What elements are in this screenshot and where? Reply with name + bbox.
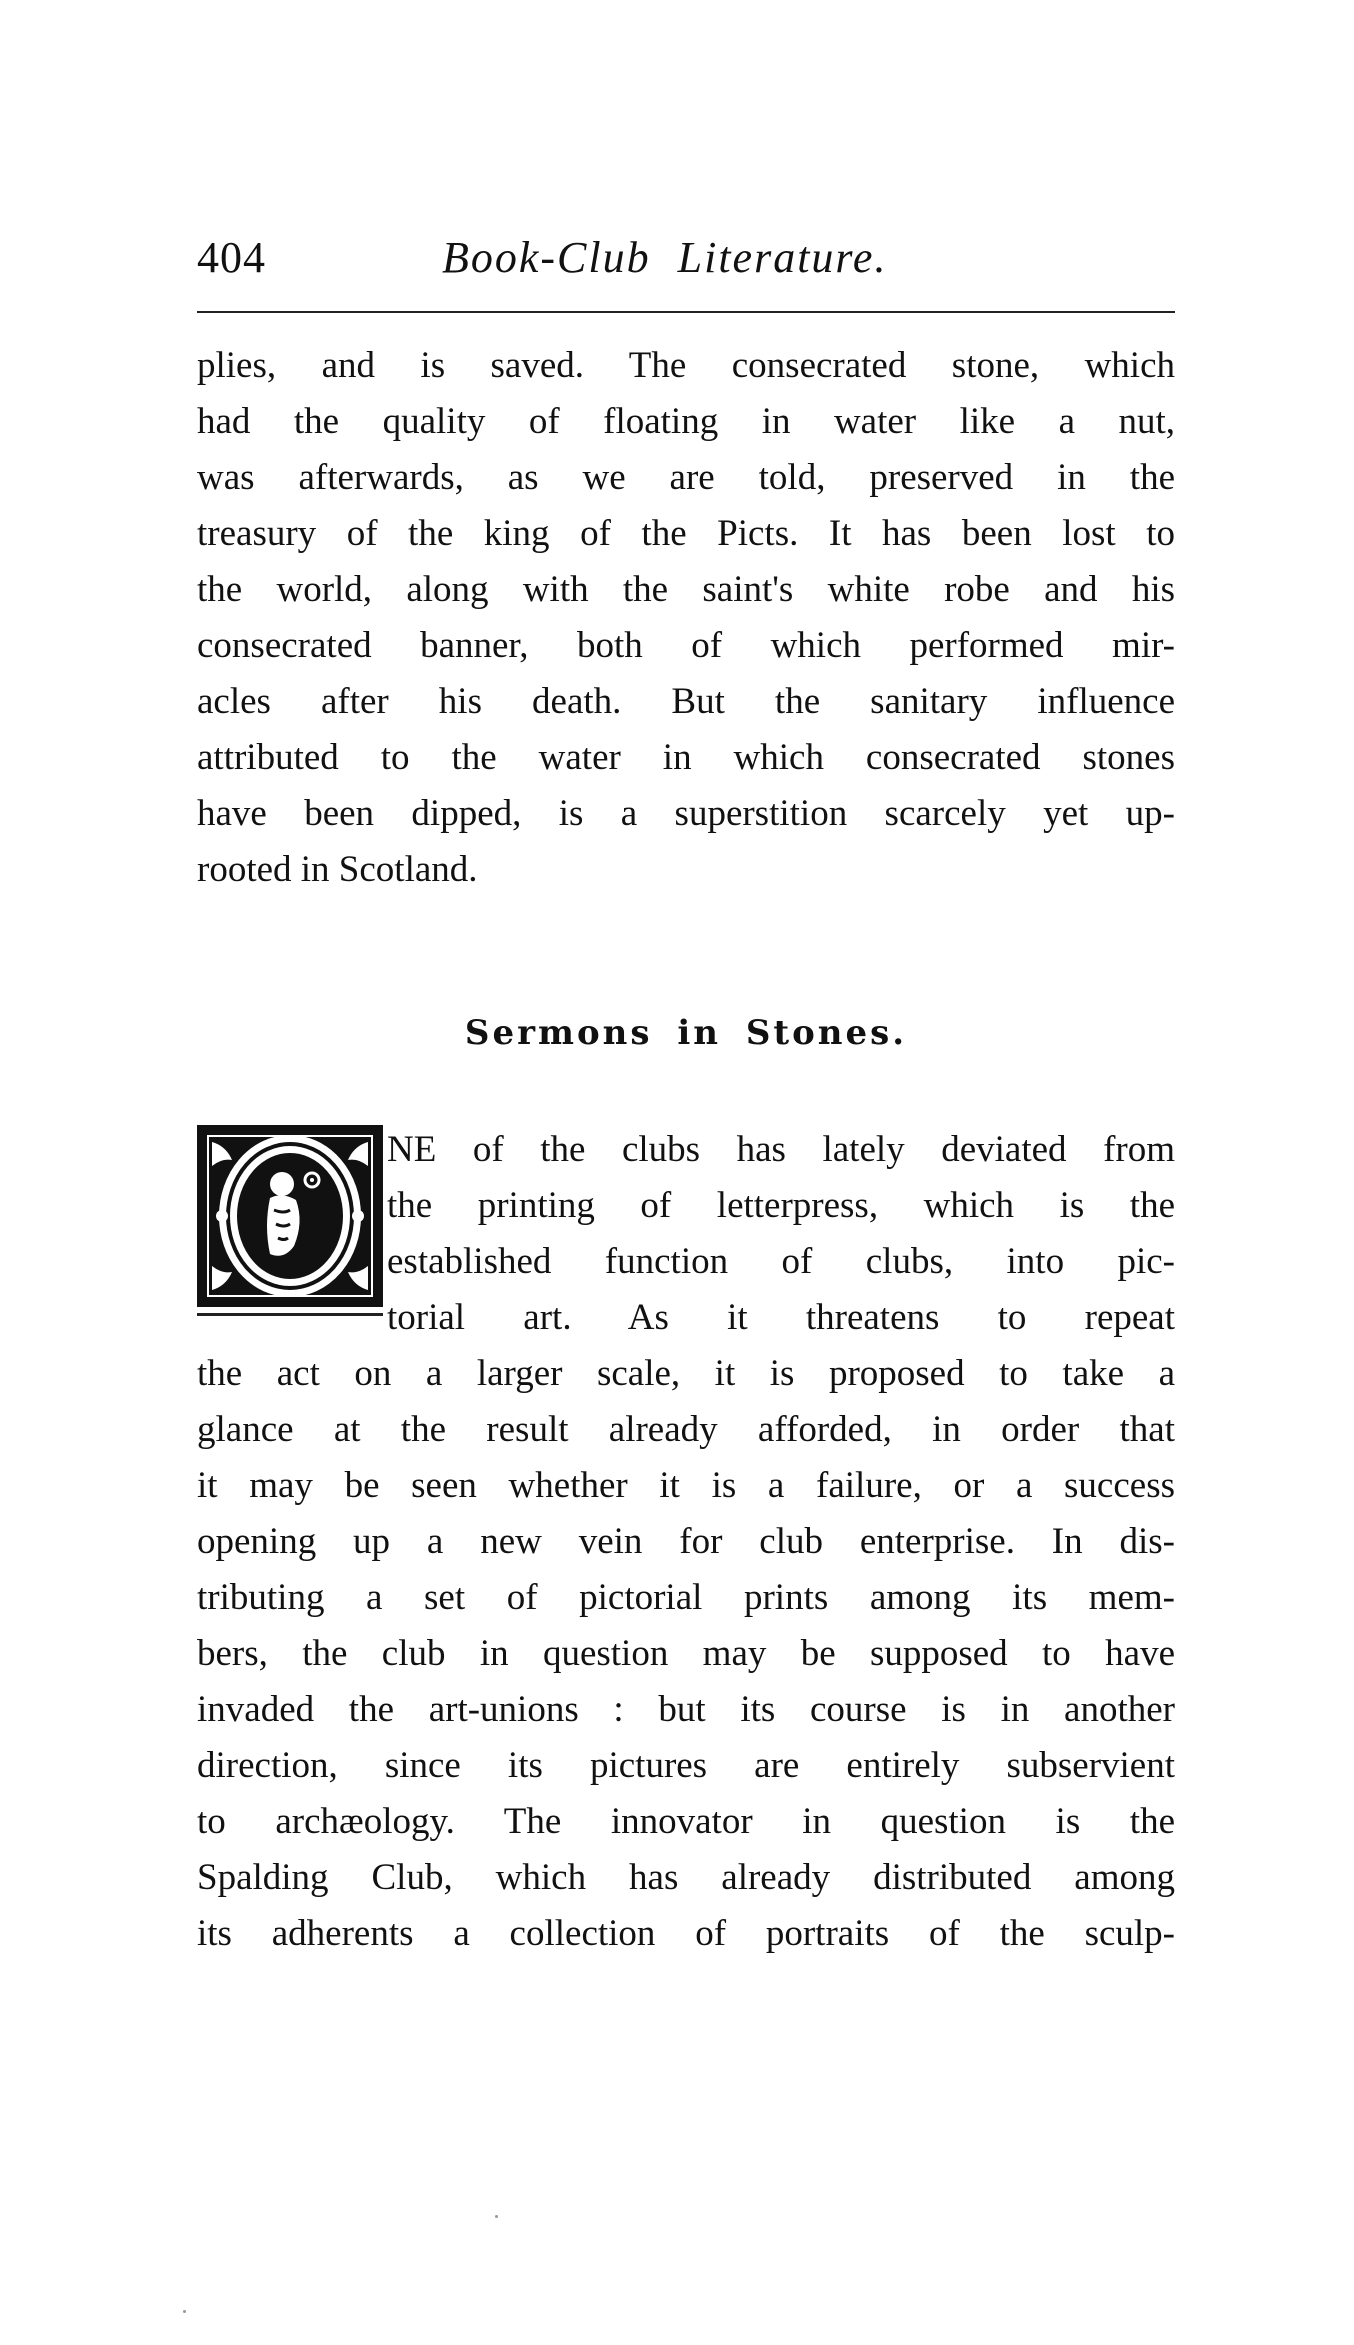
paragraph-sermons-in-stones <box>197 1346 1175 1962</box>
paper-speck <box>183 2310 186 2313</box>
text-line: treasury of the king of the Picts. It has been lost to <box>197 513 1175 554</box>
paragraph-saint-stone <box>197 338 1175 898</box>
text-line: Spalding Club, which has already distributed among <box>197 1857 1175 1898</box>
section-heading: Sermons in Stones. <box>464 1013 908 1053</box>
text-line: plies, and is saved. The consecrated stone, which <box>197 345 1175 386</box>
text-line: acles after his death. But the sanitary influence <box>197 681 1175 722</box>
text-line: direction, since its pictures are entirely subservient <box>197 1745 1175 1786</box>
text-line: tributing a set of pictorial prints among its mem- <box>197 1577 1175 1618</box>
decorated-initial-rule <box>197 1313 383 1316</box>
text-line: have been dipped, is a superstition scarcely yet up- <box>197 793 1175 834</box>
text-line: glance at the result already afforded, in order that <box>197 1409 1175 1450</box>
text-line: attributed to the water in which consecrated stones <box>197 737 1175 778</box>
text-line: consecrated banner, both of which performed mir- <box>197 625 1175 666</box>
text-line: it may be seen whether it is a failure, or a success <box>197 1465 1175 1506</box>
running-header <box>197 228 1177 288</box>
text-line: the act on a larger scale, it is proposed to take a <box>197 1353 1175 1394</box>
paper-speck <box>495 2215 498 2218</box>
text-line: to archæology. The innovator in question is the <box>197 1801 1175 1842</box>
text-line: rooted in Scotland. <box>197 849 478 890</box>
text-line: torial art. As it threatens to repeat <box>387 1297 1175 1338</box>
text-line: opening up a new vein for club enterprise. In dis- <box>197 1521 1175 1562</box>
text-line: the world, along with the saint's white robe and his <box>197 569 1175 610</box>
text-line: bers, the club in question may be supposed to have <box>197 1633 1175 1674</box>
text-line: its adherents a collection of portraits of the sculp- <box>197 1913 1175 1954</box>
text-line: invaded the art-unions : but its course is in another <box>197 1689 1175 1730</box>
text-line: had the quality of floating in water like a nut, <box>197 401 1175 442</box>
page-number: 404 <box>197 233 266 282</box>
text-line: the printing of letterpress, which is the <box>387 1185 1175 1226</box>
text-line: NE of the clubs has lately deviated from <box>387 1129 1175 1170</box>
text-line: was afterwards, as we are told, preserved in the <box>197 457 1175 498</box>
decorated-initial-art <box>200 1128 380 1304</box>
header-rule <box>197 311 1175 313</box>
text-line: established function of clubs, into pic- <box>387 1241 1175 1282</box>
decorated-initial <box>197 1125 383 1307</box>
paragraph-opening-lines <box>387 1122 1175 1346</box>
running-title: Book-Club Literature. <box>442 233 888 282</box>
